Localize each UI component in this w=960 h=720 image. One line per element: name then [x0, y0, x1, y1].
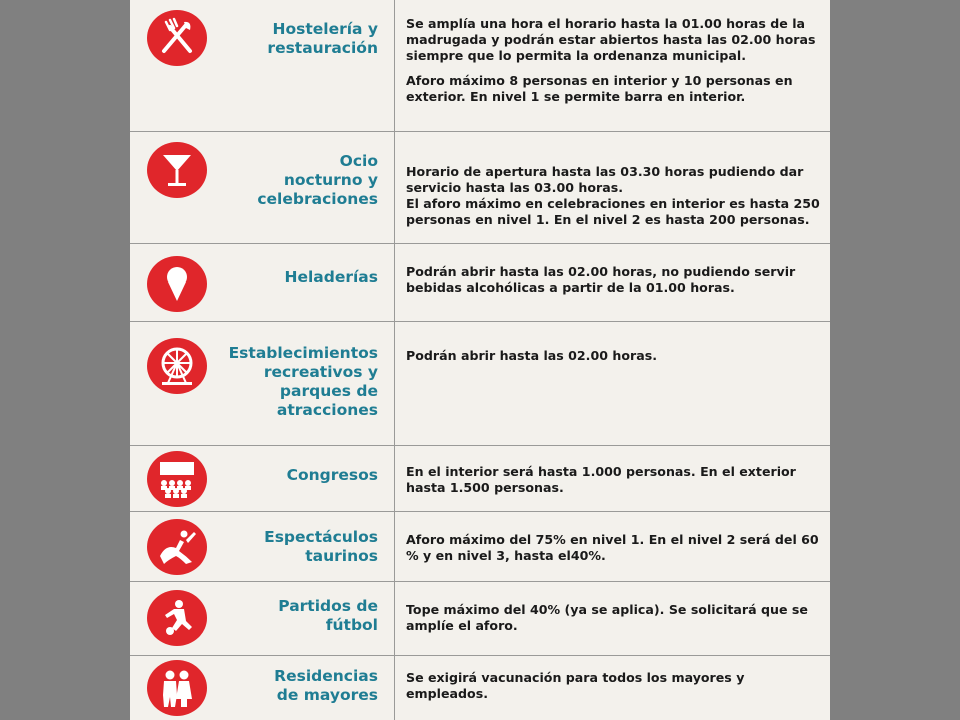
table-row [130, 322, 830, 446]
row-category: Heladerías [284, 268, 378, 286]
row-description: Podrán abrir hasta las 02.00 horas, no pudiendo servir bebidas alcohólicas a partir de la 01.00 horas. [406, 264, 796, 295]
row-category: Establecimientos recreativos y parques de atracciones [228, 344, 378, 419]
ice-cream-icon [144, 254, 210, 314]
bullfighter-icon [144, 517, 210, 577]
cocktail-glass-icon [144, 140, 210, 200]
row-description: Se amplía una hora el horario hasta la 01.00 horas de la madrugada y podrán estar abiertos hasta las 02.00 horas siempre que lo permita la ordenanza municipal. Aforo máximo 8 personas en interior y 10 personas en exterior. En nivel 1 se permite barra en interior. [406, 16, 816, 104]
table-row [130, 132, 830, 244]
row-category: Hostelería y restauración [267, 20, 378, 57]
row-description: Horario de apertura hasta las 03.30 horas pudiendo dar servicio hasta las 03.00 horas. El aforo máximo en celebraciones en interior es hasta 250 personas en nivel 1. En el nivel 2 es hasta 200 personas. [406, 164, 820, 227]
row-category: Ocio nocturno y celebraciones [257, 152, 378, 208]
audience-icon [144, 449, 210, 509]
row-description: Aforo máximo del 75% en nivel 1. En el nivel 2 será del 60 % y en nivel 3, hasta el40%. [406, 532, 819, 563]
row-category: Residencias de mayores [274, 667, 378, 704]
row-description: Tope máximo del 40% (ya se aplica). Se solicitará que se amplíe el aforo. [406, 602, 808, 633]
row-category: Espectáculos taurinos [264, 528, 378, 565]
fork-knife-icon [144, 8, 210, 68]
table-row [130, 244, 830, 322]
table-row [130, 656, 830, 720]
elderly-couple-icon [144, 658, 210, 718]
football-player-icon [144, 588, 210, 648]
measures-table [130, 0, 830, 720]
row-description: Podrán abrir hasta las 02.00 horas. [406, 348, 657, 363]
column-divider [394, 0, 395, 720]
table-row [130, 446, 830, 512]
table-row [130, 512, 830, 582]
row-category: Congresos [286, 466, 378, 484]
row-category: Partidos de fútbol [278, 597, 378, 634]
row-description: En el interior será hasta 1.000 personas. En el exterior hasta 1.500 personas. [406, 464, 796, 495]
table-row [130, 582, 830, 656]
ferris-wheel-icon [144, 336, 210, 396]
table-row [130, 0, 830, 132]
row-description: Se exigirá vacunación para todos los mayores y empleados. [406, 670, 745, 701]
